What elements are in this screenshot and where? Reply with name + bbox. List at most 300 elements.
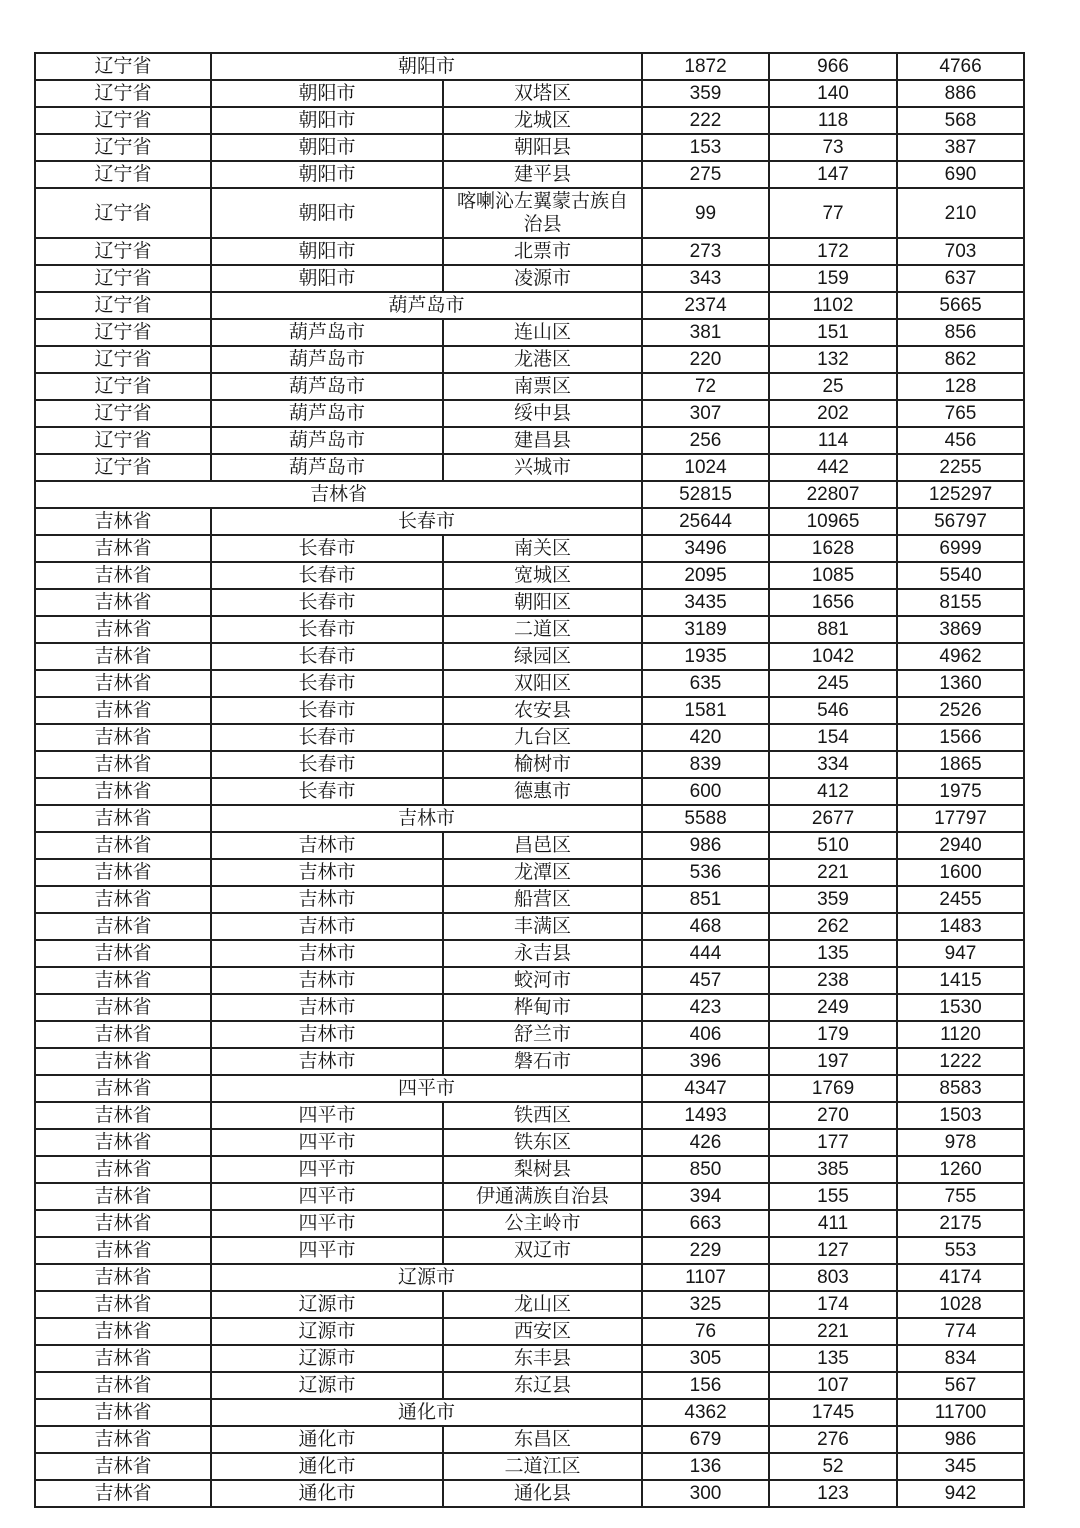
city-cell: 葫芦岛市 xyxy=(211,427,443,454)
table-row xyxy=(35,427,1024,454)
table-row xyxy=(35,1345,1024,1372)
value-cell: 72 xyxy=(642,373,769,400)
value-cell: 8155 xyxy=(897,589,1024,616)
value-cell: 986 xyxy=(642,832,769,859)
table-row xyxy=(35,107,1024,134)
province-cell: 吉林省 xyxy=(35,670,211,697)
city-total-cell: 通化市 xyxy=(211,1399,642,1426)
value-cell: 3189 xyxy=(642,616,769,643)
table-row xyxy=(35,778,1024,805)
province-cell: 辽宁省 xyxy=(35,265,211,292)
value-cell: 6999 xyxy=(897,535,1024,562)
value-cell: 851 xyxy=(642,886,769,913)
value-cell: 123 xyxy=(769,1480,897,1507)
city-cell: 朝阳市 xyxy=(211,161,443,188)
value-cell: 568 xyxy=(897,107,1024,134)
district-cell: 兴城市 xyxy=(443,454,642,481)
value-cell: 1769 xyxy=(769,1075,897,1102)
district-cell: 船营区 xyxy=(443,886,642,913)
value-cell: 222 xyxy=(642,107,769,134)
value-cell: 839 xyxy=(642,751,769,778)
value-cell: 99 xyxy=(642,188,769,238)
province-cell: 吉林省 xyxy=(35,1453,211,1480)
value-cell: 1872 xyxy=(642,53,769,80)
province-cell: 辽宁省 xyxy=(35,80,211,107)
city-cell: 朝阳市 xyxy=(211,265,443,292)
value-cell: 197 xyxy=(769,1048,897,1075)
city-cell: 吉林市 xyxy=(211,886,443,913)
value-cell: 262 xyxy=(769,913,897,940)
province-cell: 吉林省 xyxy=(35,1156,211,1183)
value-cell: 25 xyxy=(769,373,897,400)
value-cell: 56797 xyxy=(897,508,1024,535)
value-cell: 3869 xyxy=(897,616,1024,643)
district-cell: 永吉县 xyxy=(443,940,642,967)
province-cell: 辽宁省 xyxy=(35,134,211,161)
value-cell: 1975 xyxy=(897,778,1024,805)
province-cell: 辽宁省 xyxy=(35,346,211,373)
city-cell: 通化市 xyxy=(211,1453,443,1480)
table-row xyxy=(35,616,1024,643)
table-row xyxy=(35,589,1024,616)
city-total-cell: 辽源市 xyxy=(211,1264,642,1291)
city-cell: 通化市 xyxy=(211,1480,443,1507)
value-cell: 1024 xyxy=(642,454,769,481)
value-cell: 1656 xyxy=(769,589,897,616)
city-cell: 吉林市 xyxy=(211,1021,443,1048)
table-row xyxy=(35,670,1024,697)
city-cell: 辽源市 xyxy=(211,1291,443,1318)
value-cell: 273 xyxy=(642,238,769,265)
value-cell: 1120 xyxy=(897,1021,1024,1048)
district-cell: 东昌区 xyxy=(443,1426,642,1453)
value-cell: 442 xyxy=(769,454,897,481)
table-row xyxy=(35,886,1024,913)
province-cell: 吉林省 xyxy=(35,940,211,967)
value-cell: 2095 xyxy=(642,562,769,589)
value-cell: 1745 xyxy=(769,1399,897,1426)
province-cell: 辽宁省 xyxy=(35,427,211,454)
value-cell: 172 xyxy=(769,238,897,265)
value-cell: 3435 xyxy=(642,589,769,616)
table-row xyxy=(35,454,1024,481)
value-cell: 334 xyxy=(769,751,897,778)
city-total-cell: 长春市 xyxy=(211,508,642,535)
city-cell: 葫芦岛市 xyxy=(211,319,443,346)
value-cell: 412 xyxy=(769,778,897,805)
value-cell: 1865 xyxy=(897,751,1024,778)
value-cell: 1935 xyxy=(642,643,769,670)
value-cell: 307 xyxy=(642,400,769,427)
province-cell: 吉林省 xyxy=(35,859,211,886)
value-cell: 249 xyxy=(769,994,897,1021)
table-row xyxy=(35,562,1024,589)
value-cell: 1260 xyxy=(897,1156,1024,1183)
city-cell: 四平市 xyxy=(211,1156,443,1183)
table-row xyxy=(35,1264,1024,1291)
province-cell: 吉林省 xyxy=(35,778,211,805)
district-cell: 通化县 xyxy=(443,1480,642,1507)
province-cell: 吉林省 xyxy=(35,1129,211,1156)
district-cell: 双辽市 xyxy=(443,1237,642,1264)
city-cell: 朝阳市 xyxy=(211,188,443,238)
table-row xyxy=(35,751,1024,778)
value-cell: 510 xyxy=(769,832,897,859)
district-cell: 二道区 xyxy=(443,616,642,643)
value-cell: 238 xyxy=(769,967,897,994)
value-cell: 1222 xyxy=(897,1048,1024,1075)
district-cell: 朝阳县 xyxy=(443,134,642,161)
region-table-body xyxy=(35,53,1024,1507)
district-cell: 南关区 xyxy=(443,535,642,562)
district-cell: 桦甸市 xyxy=(443,994,642,1021)
table-row xyxy=(35,373,1024,400)
value-cell: 305 xyxy=(642,1345,769,1372)
value-cell: 73 xyxy=(769,134,897,161)
table-row xyxy=(35,1156,1024,1183)
value-cell: 52815 xyxy=(642,481,769,508)
value-cell: 635 xyxy=(642,670,769,697)
value-cell: 174 xyxy=(769,1291,897,1318)
value-cell: 22807 xyxy=(769,481,897,508)
value-cell: 118 xyxy=(769,107,897,134)
value-cell: 1028 xyxy=(897,1291,1024,1318)
district-cell: 龙城区 xyxy=(443,107,642,134)
value-cell: 1503 xyxy=(897,1102,1024,1129)
table-row xyxy=(35,400,1024,427)
province-cell: 吉林省 xyxy=(35,1399,211,1426)
city-cell: 四平市 xyxy=(211,1210,443,1237)
table-row xyxy=(35,967,1024,994)
city-cell: 朝阳市 xyxy=(211,80,443,107)
table-row xyxy=(35,134,1024,161)
value-cell: 343 xyxy=(642,265,769,292)
value-cell: 1581 xyxy=(642,697,769,724)
value-cell: 978 xyxy=(897,1129,1024,1156)
province-cell: 吉林省 xyxy=(35,1048,211,1075)
province-cell: 吉林省 xyxy=(35,832,211,859)
value-cell: 600 xyxy=(642,778,769,805)
district-cell: 南票区 xyxy=(443,373,642,400)
province-cell: 吉林省 xyxy=(35,643,211,670)
city-cell: 葫芦岛市 xyxy=(211,400,443,427)
value-cell: 359 xyxy=(642,80,769,107)
value-cell: 703 xyxy=(897,238,1024,265)
value-cell: 2374 xyxy=(642,292,769,319)
table-row xyxy=(35,1237,1024,1264)
city-cell: 长春市 xyxy=(211,643,443,670)
city-total-cell: 吉林市 xyxy=(211,805,642,832)
city-cell: 吉林市 xyxy=(211,940,443,967)
province-cell: 辽宁省 xyxy=(35,107,211,134)
district-cell: 连山区 xyxy=(443,319,642,346)
table-row xyxy=(35,805,1024,832)
table-row xyxy=(35,535,1024,562)
value-cell: 1600 xyxy=(897,859,1024,886)
province-cell: 吉林省 xyxy=(35,508,211,535)
district-cell: 德惠市 xyxy=(443,778,642,805)
value-cell: 135 xyxy=(769,940,897,967)
value-cell: 77 xyxy=(769,188,897,238)
table-row xyxy=(35,859,1024,886)
province-cell: 辽宁省 xyxy=(35,238,211,265)
value-cell: 834 xyxy=(897,1345,1024,1372)
value-cell: 426 xyxy=(642,1129,769,1156)
value-cell: 4174 xyxy=(897,1264,1024,1291)
value-cell: 5588 xyxy=(642,805,769,832)
city-cell: 长春市 xyxy=(211,589,443,616)
city-cell: 吉林市 xyxy=(211,994,443,1021)
value-cell: 1102 xyxy=(769,292,897,319)
table-row xyxy=(35,238,1024,265)
value-cell: 396 xyxy=(642,1048,769,1075)
province-cell: 吉林省 xyxy=(35,913,211,940)
value-cell: 457 xyxy=(642,967,769,994)
city-cell: 长春市 xyxy=(211,670,443,697)
city-cell: 葫芦岛市 xyxy=(211,346,443,373)
city-cell: 长春市 xyxy=(211,616,443,643)
value-cell: 1530 xyxy=(897,994,1024,1021)
district-cell: 梨树县 xyxy=(443,1156,642,1183)
city-cell: 葫芦岛市 xyxy=(211,454,443,481)
table-row xyxy=(35,1291,1024,1318)
table-row xyxy=(35,1480,1024,1507)
value-cell: 2455 xyxy=(897,886,1024,913)
city-total-cell: 葫芦岛市 xyxy=(211,292,642,319)
city-cell: 吉林市 xyxy=(211,832,443,859)
table-row xyxy=(35,1453,1024,1480)
value-cell: 159 xyxy=(769,265,897,292)
table-row xyxy=(35,481,1024,508)
value-cell: 1107 xyxy=(642,1264,769,1291)
value-cell: 394 xyxy=(642,1183,769,1210)
city-total-cell: 朝阳市 xyxy=(211,53,642,80)
district-cell: 龙潭区 xyxy=(443,859,642,886)
value-cell: 17797 xyxy=(897,805,1024,832)
district-cell: 北票市 xyxy=(443,238,642,265)
province-cell: 吉林省 xyxy=(35,1480,211,1507)
province-cell: 吉林省 xyxy=(35,562,211,589)
table-row xyxy=(35,1129,1024,1156)
city-cell: 长春市 xyxy=(211,751,443,778)
table-row xyxy=(35,1021,1024,1048)
province-cell: 吉林省 xyxy=(35,1318,211,1345)
district-cell: 丰满区 xyxy=(443,913,642,940)
province-cell: 吉林省 xyxy=(35,751,211,778)
province-cell: 辽宁省 xyxy=(35,161,211,188)
value-cell: 4962 xyxy=(897,643,1024,670)
district-cell: 舒兰市 xyxy=(443,1021,642,1048)
table-row xyxy=(35,80,1024,107)
province-cell: 吉林省 xyxy=(35,1426,211,1453)
value-cell: 132 xyxy=(769,346,897,373)
province-cell: 吉林省 xyxy=(35,1264,211,1291)
value-cell: 755 xyxy=(897,1183,1024,1210)
city-cell: 葫芦岛市 xyxy=(211,373,443,400)
city-cell: 长春市 xyxy=(211,535,443,562)
table-row xyxy=(35,292,1024,319)
table-row xyxy=(35,940,1024,967)
province-cell: 辽宁省 xyxy=(35,292,211,319)
province-cell: 吉林省 xyxy=(35,724,211,751)
value-cell: 942 xyxy=(897,1480,1024,1507)
value-cell: 147 xyxy=(769,161,897,188)
district-cell: 铁西区 xyxy=(443,1102,642,1129)
value-cell: 690 xyxy=(897,161,1024,188)
province-cell: 吉林省 xyxy=(35,1183,211,1210)
value-cell: 202 xyxy=(769,400,897,427)
city-cell: 吉林市 xyxy=(211,859,443,886)
district-cell: 蛟河市 xyxy=(443,967,642,994)
table-row xyxy=(35,53,1024,80)
province-cell: 吉林省 xyxy=(35,1021,211,1048)
value-cell: 850 xyxy=(642,1156,769,1183)
table-row xyxy=(35,1426,1024,1453)
value-cell: 1415 xyxy=(897,967,1024,994)
city-cell: 辽源市 xyxy=(211,1345,443,1372)
district-cell: 朝阳区 xyxy=(443,589,642,616)
value-cell: 536 xyxy=(642,859,769,886)
value-cell: 229 xyxy=(642,1237,769,1264)
province-cell: 吉林省 xyxy=(35,1237,211,1264)
table-row xyxy=(35,994,1024,1021)
province-cell: 吉林省 xyxy=(35,589,211,616)
value-cell: 52 xyxy=(769,1453,897,1480)
district-cell: 东辽县 xyxy=(443,1372,642,1399)
value-cell: 444 xyxy=(642,940,769,967)
value-cell: 127 xyxy=(769,1237,897,1264)
city-cell: 长春市 xyxy=(211,724,443,751)
value-cell: 406 xyxy=(642,1021,769,1048)
table-row xyxy=(35,1318,1024,1345)
city-cell: 吉林市 xyxy=(211,1048,443,1075)
district-cell: 建昌县 xyxy=(443,427,642,454)
province-cell: 吉林省 xyxy=(35,967,211,994)
value-cell: 135 xyxy=(769,1345,897,1372)
city-cell: 四平市 xyxy=(211,1129,443,1156)
city-cell: 四平市 xyxy=(211,1183,443,1210)
province-cell: 吉林省 xyxy=(35,1075,211,1102)
table-row xyxy=(35,508,1024,535)
province-cell: 吉林省 xyxy=(35,1102,211,1129)
value-cell: 2175 xyxy=(897,1210,1024,1237)
district-cell: 昌邑区 xyxy=(443,832,642,859)
city-cell: 长春市 xyxy=(211,697,443,724)
value-cell: 862 xyxy=(897,346,1024,373)
province-cell: 吉林省 xyxy=(35,1345,211,1372)
district-cell: 磐石市 xyxy=(443,1048,642,1075)
province-cell: 辽宁省 xyxy=(35,53,211,80)
district-cell: 绿园区 xyxy=(443,643,642,670)
value-cell: 381 xyxy=(642,319,769,346)
value-cell: 966 xyxy=(769,53,897,80)
value-cell: 1628 xyxy=(769,535,897,562)
value-cell: 2255 xyxy=(897,454,1024,481)
value-cell: 11700 xyxy=(897,1399,1024,1426)
province-cell: 吉林省 xyxy=(35,1210,211,1237)
value-cell: 25644 xyxy=(642,508,769,535)
value-cell: 114 xyxy=(769,427,897,454)
value-cell: 387 xyxy=(897,134,1024,161)
province-cell: 吉林省 xyxy=(35,535,211,562)
table-row xyxy=(35,161,1024,188)
value-cell: 456 xyxy=(897,427,1024,454)
province-cell: 吉林省 xyxy=(35,805,211,832)
value-cell: 856 xyxy=(897,319,1024,346)
table-row xyxy=(35,1183,1024,1210)
city-cell: 吉林市 xyxy=(211,913,443,940)
value-cell: 411 xyxy=(769,1210,897,1237)
district-cell: 农安县 xyxy=(443,697,642,724)
district-cell: 铁东区 xyxy=(443,1129,642,1156)
value-cell: 177 xyxy=(769,1129,897,1156)
district-cell: 东丰县 xyxy=(443,1345,642,1372)
value-cell: 155 xyxy=(769,1183,897,1210)
province-total-cell: 吉林省 xyxy=(35,481,642,508)
value-cell: 553 xyxy=(897,1237,1024,1264)
city-cell: 通化市 xyxy=(211,1426,443,1453)
value-cell: 136 xyxy=(642,1453,769,1480)
value-cell: 986 xyxy=(897,1426,1024,1453)
city-cell: 朝阳市 xyxy=(211,107,443,134)
value-cell: 2677 xyxy=(769,805,897,832)
table-row xyxy=(35,724,1024,751)
value-cell: 325 xyxy=(642,1291,769,1318)
value-cell: 179 xyxy=(769,1021,897,1048)
value-cell: 276 xyxy=(769,1426,897,1453)
city-cell: 长春市 xyxy=(211,778,443,805)
value-cell: 107 xyxy=(769,1372,897,1399)
province-cell: 吉林省 xyxy=(35,1291,211,1318)
city-cell: 朝阳市 xyxy=(211,134,443,161)
value-cell: 2940 xyxy=(897,832,1024,859)
value-cell: 359 xyxy=(769,886,897,913)
value-cell: 637 xyxy=(897,265,1024,292)
province-cell: 辽宁省 xyxy=(35,373,211,400)
city-cell: 四平市 xyxy=(211,1237,443,1264)
district-cell: 绥中县 xyxy=(443,400,642,427)
value-cell: 10965 xyxy=(769,508,897,535)
district-cell: 建平县 xyxy=(443,161,642,188)
table-row xyxy=(35,1372,1024,1399)
value-cell: 1566 xyxy=(897,724,1024,751)
value-cell: 423 xyxy=(642,994,769,1021)
value-cell: 1042 xyxy=(769,643,897,670)
province-cell: 辽宁省 xyxy=(35,400,211,427)
value-cell: 125297 xyxy=(897,481,1024,508)
value-cell: 881 xyxy=(769,616,897,643)
value-cell: 4347 xyxy=(642,1075,769,1102)
value-cell: 1483 xyxy=(897,913,1024,940)
table-row xyxy=(35,346,1024,373)
table-row xyxy=(35,697,1024,724)
table-row xyxy=(35,319,1024,346)
value-cell: 300 xyxy=(642,1480,769,1507)
district-cell: 宽城区 xyxy=(443,562,642,589)
value-cell: 774 xyxy=(897,1318,1024,1345)
district-cell: 九台区 xyxy=(443,724,642,751)
value-cell: 221 xyxy=(769,859,897,886)
table-row xyxy=(35,832,1024,859)
value-cell: 420 xyxy=(642,724,769,751)
table-row xyxy=(35,1075,1024,1102)
province-cell: 吉林省 xyxy=(35,1372,211,1399)
table-row xyxy=(35,1048,1024,1075)
value-cell: 546 xyxy=(769,697,897,724)
value-cell: 679 xyxy=(642,1426,769,1453)
value-cell: 210 xyxy=(897,188,1024,238)
value-cell: 4766 xyxy=(897,53,1024,80)
